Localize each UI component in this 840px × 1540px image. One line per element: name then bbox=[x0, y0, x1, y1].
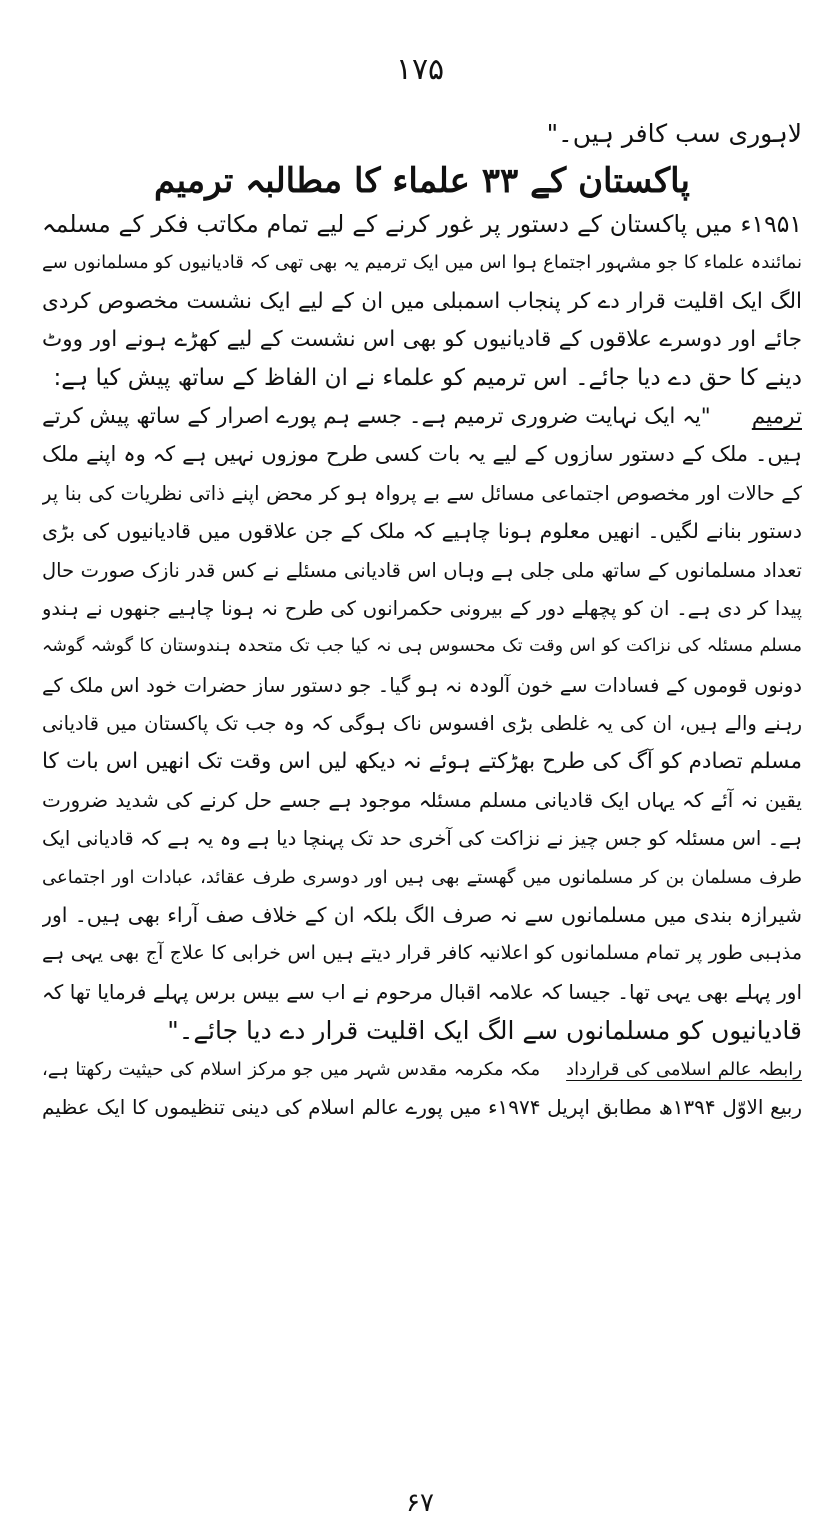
page-number-bottom: ۶٧ bbox=[406, 1488, 434, 1518]
paragraph-line: الگ ایک اقلیت قرار دے کر پنجاب اسمبلی میں ان کے لیے ایک نشست مخصوص کردی bbox=[42, 288, 802, 314]
tarmeem-label: ترمیم bbox=[751, 403, 802, 429]
page-body bbox=[42, 118, 802, 1130]
paragraph-line: مذہبی طور پر تمام مسلمانوں کو اعلانیہ کافر قرار دیتے ہیں اس خرابی کا علاج آج بھی یہی ہے bbox=[42, 942, 802, 965]
paragraph-line: جائے اور دوسرے علاقوں کے قادیانیوں کو بھی اس نشست کے لیے کھڑے ہونے اور ووٹ bbox=[42, 327, 802, 353]
paragraph-line: دستور بنانے لگیں۔ انھیں معلوم ہونا چاہیے کہ ملک کے جن علاقوں میں قادیانیوں کی بڑی bbox=[42, 519, 802, 544]
paragraph-line: پیدا کر دی ہے۔ ان کو پچھلے دور کے بیرونی حکمرانوں کی طرح نہ ہونا چاہیے جنھوں نے ہندو bbox=[42, 596, 802, 620]
paragraph-line: ہے۔ اس مسئلہ کو جس چیز نے نزاکت کی آخری حد تک پہنچا دیا ہے وہ یہ ہے کہ قادیانی ایک bbox=[42, 827, 802, 851]
paragraph-line: دونوں قوموں کے فسادات سے خون آلودہ نہ ہو گیا۔ جو دستور ساز حضرات خود اس ملک کے bbox=[42, 673, 802, 697]
paragraph-line: ہیں۔ ملک کے دستور سازوں کے لیے یہ بات کسی طرح موزوں نہیں ہے کہ وہ اپنے ملک bbox=[42, 442, 802, 467]
paragraph-line: شیرازہ بندی میں مسلمانوں سے نہ صرف الگ بلکہ ان کے خلاف صف آراء بھی ہیں۔ اور bbox=[42, 903, 802, 928]
section-heading: پاکستان کے ۳۳ علماء کا مطالبہ ترمیم bbox=[153, 161, 690, 201]
paragraph-line: قادیانیوں کو مسلمانوں سے الگ ایک اقلیت قرار دے دیا جائے۔" bbox=[167, 1016, 802, 1046]
page-number-top: ١٧۵ bbox=[395, 52, 445, 87]
paragraph-line: دینے کا حق دے دیا جائے۔ اس ترمیم کو علماء نے ان الفاظ کے ساتھ پیش کیا ہے: bbox=[53, 364, 802, 391]
paragraph-first-line bbox=[42, 401, 802, 432]
quote-start: "یہ ایک نہایت ضروری ترمیم ہے۔ جسے ہم پورے اصرار کے ساتھ پیش کرتے bbox=[42, 403, 711, 429]
paragraph-line: مسلم تصادم کو آگ کی طرح بھڑکتے ہوئے نہ دیکھ لیں اس وقت تک انھیں اس بات کا bbox=[42, 749, 802, 775]
rabita-label: رابطہ عالم اسلامی کی قرارداد bbox=[566, 1058, 802, 1080]
paragraph-line: یقین نہ آئے کہ یہاں ایک قادیانی مسلم مسئلہ موجود ہے جسے حل کرنے کی شدید ضرورت bbox=[42, 787, 802, 812]
paragraph-3 bbox=[42, 1054, 802, 1123]
opening-line: لاہوری سب کافر ہیں۔" bbox=[546, 119, 802, 148]
paragraph-1 bbox=[42, 209, 802, 394]
paragraph-first-line bbox=[42, 1054, 802, 1085]
paragraph-2 bbox=[42, 401, 802, 1046]
paragraph-line: ربیع الاوّل ۱۳۹۴ھ مطابق اپریل ۱۹۷۴ء میں پورے عالم اسلام کی دینی تنظیموں کا ایک عظیم bbox=[42, 1094, 802, 1119]
paragraph-line: ۱۹۵۱ء میں پاکستان کے دستور پر غور کرنے کے لیے تمام مکاتب فکر کے مسلمہ bbox=[42, 210, 802, 238]
paragraph-line: نمائندہ علماء کا جو مشہور اجتماع ہوا اس میں ایک ترمیم یہ بھی تھی کہ قادیانیوں کو مسلمانوں سے bbox=[42, 252, 802, 274]
paragraph-line: تعداد مسلمانوں کے ساتھ ملی جلی ہے وہاں اس قادیانی مسئلے نے کس قدر نازک صورت حال bbox=[42, 558, 802, 582]
paragraph-line: مسلم مسئلہ کی نزاکت کو اس وقت تک محسوس ہی نہ کیا جب تک متحدہ ہندوستان کا گوشہ گوشہ bbox=[42, 636, 802, 657]
rabita-text: مکہ مکرمہ مقدس شہر میں جو مرکز اسلام کی حیثیت رکھتا ہے، bbox=[42, 1058, 541, 1080]
paragraph-line: اور پہلے بھی یہی تھا۔ جیسا کہ علامہ اقبال مرحوم نے اب سے بیس برس پہلے فرمایا تھا کہ bbox=[42, 979, 802, 1004]
paragraph-line: طرف مسلمان بن کر مسلمانوں میں گھستے بھی ہیں اور دوسری طرف عقائد، عبادات اور اجتماعی bbox=[42, 866, 802, 888]
paragraph-line: کے حالات اور مخصوص اجتماعی مسائل سے بے پرواہ ہو کر محض اپنے ذاتی نظریات کی بنا پر bbox=[42, 481, 802, 505]
paragraph-line: رہنے والے ہیں، ان کی یہ غلطی بڑی افسوس ناک ہوگی کہ وہ جب تک پاکستان میں قادیانی bbox=[42, 712, 802, 736]
